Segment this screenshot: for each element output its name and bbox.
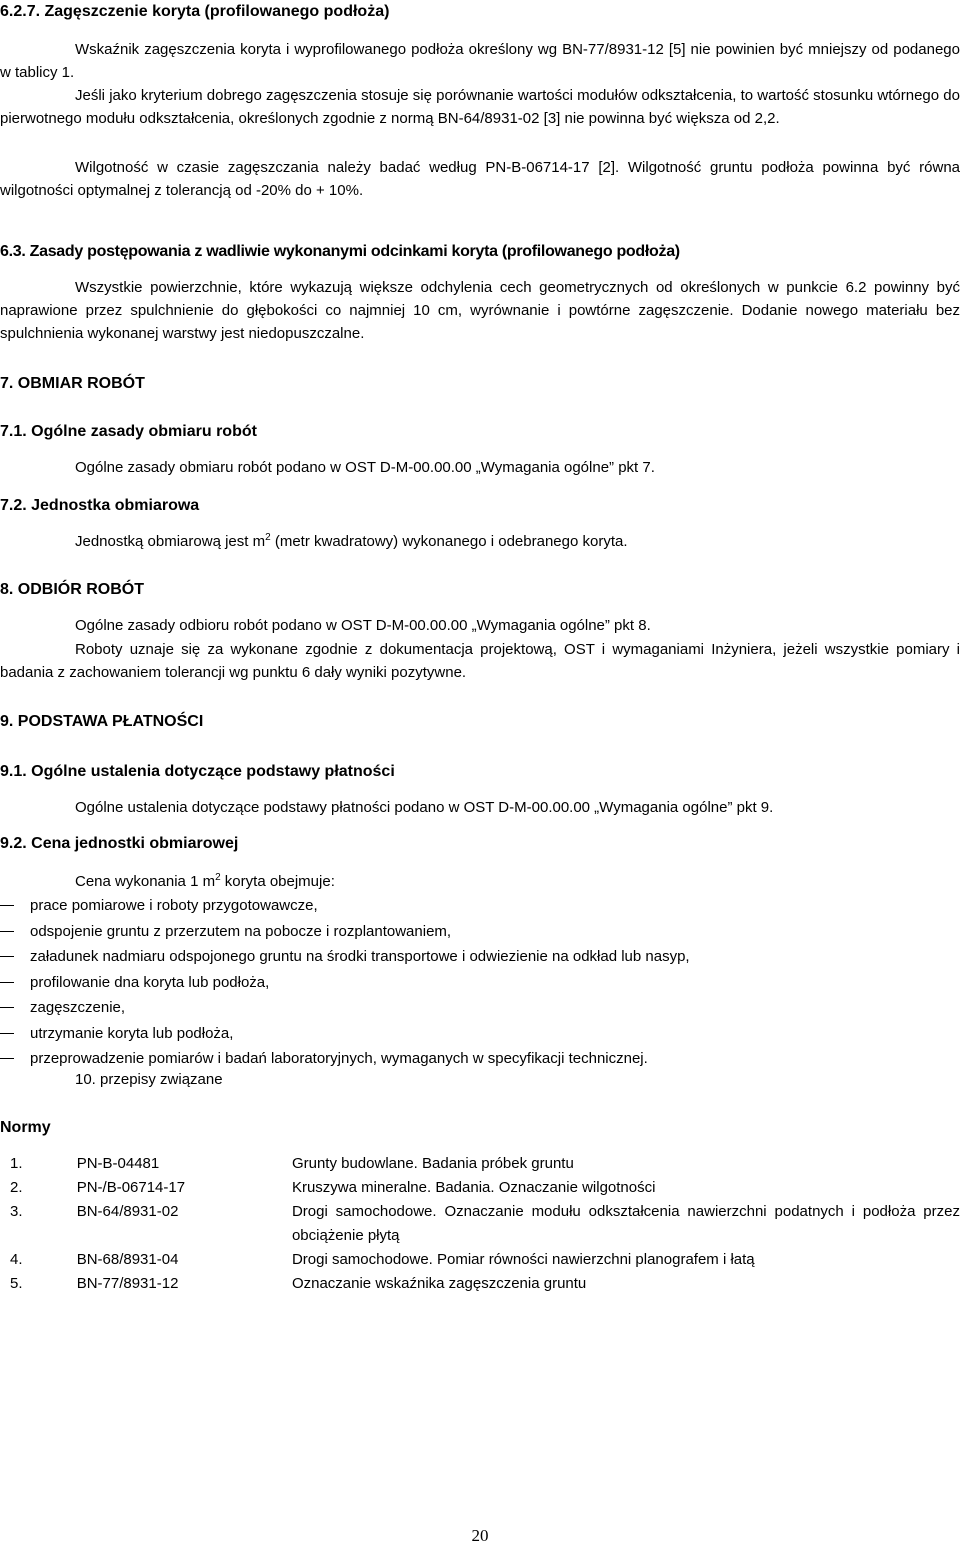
- subsection-heading-9-1: 9.1. Ogólne ustalenia dotyczące podstawy płatności: [0, 763, 395, 780]
- subsection-heading-9-2: 9.2. Cena jednostki obmiarowej: [0, 835, 239, 852]
- section-heading-9: 9. PODSTAWA PŁATNOŚCI: [0, 713, 204, 730]
- norm-number: 5.: [10, 1275, 23, 1292]
- paragraph: Roboty uznaje się za wykonane zgodnie z dokumentacja projektową, OST i wymaganiami Inżyniera, jeżeli wszystkie pomiary i badania z zachowaniem tolerancji wg punktu 6 dały wyniki pozytywne.: [0, 641, 960, 681]
- table-row: [0, 1272, 960, 1296]
- paragraph: Ogólne ustalenia dotyczące podstawy płatności podano w OST D-M-00.00.00 „Wymagania ogólne” pkt 9.: [75, 799, 774, 816]
- norm-code: BN-64/8931-02: [76, 1203, 179, 1220]
- norm-title: Oznaczanie wskaźnika zagęszczenia gruntu: [291, 1275, 587, 1292]
- list-item: przeprowadzenie pomiarów i badań laboratoryjnych, wymaganych w specyfikacji technicznej.: [0, 1047, 960, 1073]
- norm-code: PN-/B-06714-17: [76, 1179, 186, 1196]
- norms-heading: Normy: [0, 1119, 51, 1136]
- table-row: [0, 1248, 960, 1272]
- norm-code: BN-77/8931-12: [76, 1275, 179, 1292]
- table-row: [0, 1200, 960, 1248]
- norm-title: Grunty budowlane. Badania próbek gruntu: [291, 1155, 574, 1172]
- list-item: zagęszczenie,: [0, 996, 960, 1022]
- subsection-heading-7-2: 7.2. Jednostka obmiarowa: [0, 497, 200, 514]
- norms-table: [0, 1152, 960, 1296]
- section-heading-6-2-7: 6.2.7. Zagęszczenie koryta (profilowanego podłoża): [0, 3, 390, 20]
- table-row: [0, 1152, 960, 1176]
- paragraph: Ogólne zasady obmiaru robót podano w OST D-M-00.00.00 „Wymagania ogólne” pkt 7.: [75, 459, 655, 476]
- dash-bullet-icon: [0, 1007, 14, 1008]
- paragraph: Jednostką obmiarową jest $m^2$ (metr kwadratowy) wykonanego i odebranego koryta.: [75, 532, 628, 550]
- section-heading-6-3: 6.3. Zasady postępowania z wadliwie wykonanymi odcinkami koryta (profilowanego podłoża): [0, 243, 680, 260]
- paragraph: Ogólne zasady odbioru robót podano w OST D-M-00.00.00 „Wymagania ogólne” pkt 8.: [75, 617, 651, 634]
- dash-bullet-icon: [0, 982, 14, 983]
- paragraph: Jeśli jako kryterium dobrego zagęszczenia stosuje się porównanie wartości modułów odkształcenia, to wartość stosunku wtórnego do pierwotnego modułu odkształcenia, określonych zgodnie z normą BN-64/8931-02 [3] nie powinna być większa od 2,2.: [0, 87, 960, 127]
- norm-code: PN-B-04481: [76, 1155, 160, 1172]
- norm-code: BN-68/8931-04: [76, 1251, 179, 1268]
- subsection-heading-7-1: 7.1. Ogólne zasady obmiaru robót: [0, 423, 257, 440]
- list-item: załadunek nadmiaru odspojonego gruntu na środki transportowe i odwiezienie na odkład lub nasyp,: [0, 945, 960, 971]
- list-item: prace pomiarowe i roboty przygotowawcze,: [0, 894, 960, 920]
- list-item: utrzymanie koryta lub podłoża,: [0, 1022, 960, 1048]
- paragraph: Wskaźnik zagęszczenia koryta i wyprofilowanego podłoża określony wg BN-77/8931-12 [5] nie powinien być mniejszy od podanego w tablicy 1.: [0, 41, 960, 81]
- paragraph: Wilgotność w czasie zagęszczania należy badać według PN-B-06714-17 [2]. Wilgotność gruntu podłoża powinna być równa wilgotności optymalnej z tolerancją od -20% do + 10%.: [0, 159, 960, 199]
- norm-title: Drogi samochodowe. Oznaczanie modułu odkształcenia nawierzchni podatnych i podłoża przez obciążenie płytą: [291, 1203, 960, 1244]
- paragraph: Wszystkie powierzchnie, które wykazują większe odchylenia cech geometrycznych od określonych w punkcie 6.2 powinny być naprawione przez spulchnienie do głębokości co najmniej 10 cm, wyrównanie i powtórne zagęszczenie. Dodanie nowego materiału bez spulchnienia wykonanej warstwy jest niedopuszczalne.: [0, 279, 960, 342]
- norm-title: Drogi samochodowe. Pomiar równości nawierzchni planografem i łatą: [291, 1251, 755, 1268]
- section-heading-7: 7. OBMIAR ROBÓT: [0, 375, 145, 392]
- dash-bullet-icon: [0, 1058, 14, 1059]
- dash-bullet-icon: [0, 956, 14, 957]
- norm-number: 2.: [10, 1179, 23, 1196]
- norm-number: 3.: [10, 1203, 23, 1220]
- section-heading-10: 10. przepisy związane: [75, 1071, 223, 1088]
- norm-number: 1.: [10, 1155, 23, 1172]
- cost-items-list: [0, 894, 960, 1073]
- dash-bullet-icon: [0, 905, 14, 906]
- list-item: odspojenie gruntu z przerzutem na pobocze i rozplantowaniem,: [0, 920, 960, 946]
- dash-bullet-icon: [0, 1033, 14, 1034]
- section-heading-8: 8. ODBIÓR ROBÓT: [0, 581, 145, 598]
- norm-number: 4.: [10, 1251, 23, 1268]
- dash-bullet-icon: [0, 931, 14, 932]
- page-number: 20: [471, 1526, 489, 1545]
- norm-title: Kruszywa mineralne. Badania. Oznaczanie wilgotności: [291, 1179, 656, 1196]
- list-item: profilowanie dna koryta lub podłoża,: [0, 971, 960, 997]
- table-row: [0, 1176, 960, 1200]
- paragraph: Cena wykonania 1 $m^2$ koryta obejmuje:: [75, 872, 335, 890]
